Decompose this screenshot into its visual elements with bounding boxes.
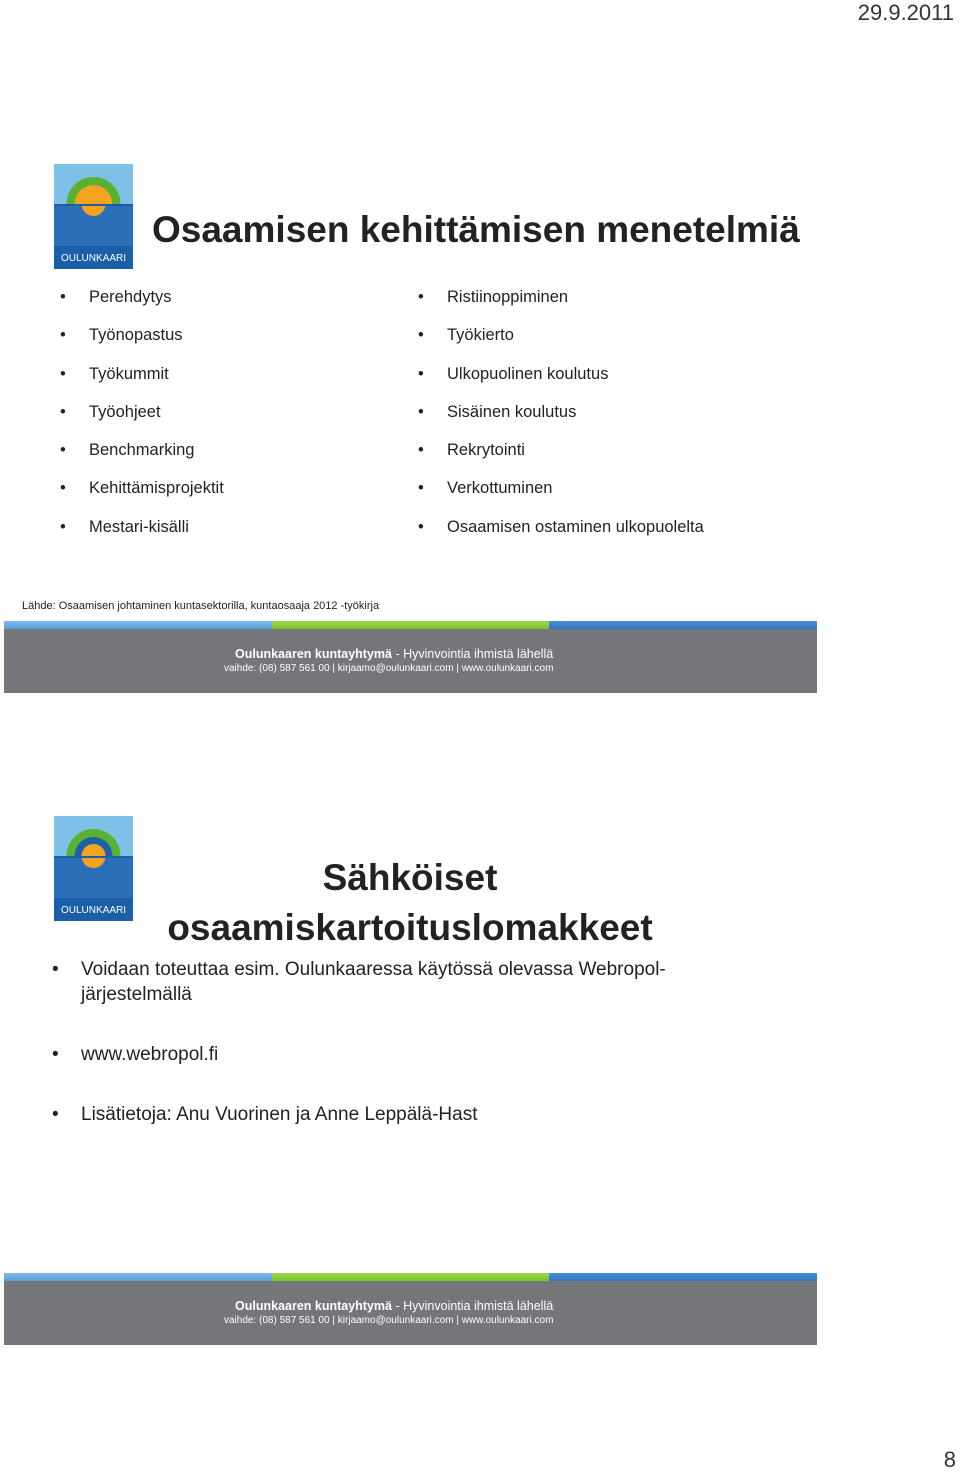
footer-tagline: - Hyvinvointia ihmistä lähellä xyxy=(392,1299,554,1313)
slide-2 xyxy=(0,812,960,1347)
footer-org-line xyxy=(235,1299,553,1313)
slide-title: Osaamisen kehittämisen menetelmiä xyxy=(152,208,800,250)
list-item: • Osaamisen ostaminen ulkopuolelta xyxy=(418,516,704,554)
slide-1 xyxy=(0,160,960,695)
footer-org-name: Oulunkaaren kuntayhtymä xyxy=(235,647,392,661)
page-date: 29.9.2011 xyxy=(857,0,954,25)
logo-text: OULUNKAARI xyxy=(60,905,127,916)
footer-tagline: - Hyvinvointia ihmistä lähellä xyxy=(392,647,554,661)
footer-org-name: Oulunkaaren kuntayhtymä xyxy=(235,1299,392,1313)
oulunkaari-logo xyxy=(54,164,133,269)
slide-footer xyxy=(4,1273,817,1345)
list-item: • Työnopastus xyxy=(60,324,224,362)
footer-contact: vaihde: (08) 587 561 00 | kirjaamo@oulunkaari.com | www.oulunkaari.com xyxy=(224,663,554,674)
methods-list-right xyxy=(418,286,704,554)
list-item: • Rekrytointi xyxy=(418,439,704,477)
list-item: • Sisäinen koulutus xyxy=(418,401,704,439)
footer-org-line xyxy=(235,647,553,661)
list-item: • Perehdytys xyxy=(60,286,224,324)
source-note: Lähde: Osaamisen johtaminen kuntasektorilla, kuntaosaaja 2012 -työkirja xyxy=(22,600,380,612)
list-item: • Kehittämisprojektit xyxy=(60,477,224,515)
logo-text: OULUNKAARI xyxy=(60,253,127,264)
list-item: • Voidaan toteuttaa esim. Oulunkaaressa käytössä olevassa Webropol-järjestelmällä xyxy=(52,957,692,1007)
list-item: • Työohjeet xyxy=(60,401,224,439)
list-item: • Ulkopuolinen koulutus xyxy=(418,363,704,401)
slide-title: Sähköiset osaamiskartoituslomakkeet xyxy=(167,856,653,948)
footer-color-stripe xyxy=(4,621,817,629)
oulunkaari-logo xyxy=(54,816,133,921)
list-item: • Lisätietoja: Anu Vuorinen ja Anne Leppälä-Hast xyxy=(52,1102,692,1127)
list-item: • Työkummit xyxy=(60,363,224,401)
list-item: • www.webropol.fi xyxy=(52,1042,692,1067)
methods-list-left xyxy=(60,286,224,554)
list-item: • Mestari-kisälli xyxy=(60,516,224,554)
info-list xyxy=(52,957,692,1162)
list-item: • Benchmarking xyxy=(60,439,224,477)
footer-contact: vaihde: (08) 587 561 00 | kirjaamo@oulunkaari.com | www.oulunkaari.com xyxy=(224,1315,554,1326)
page-number: 8 xyxy=(943,1447,956,1472)
list-item: • Ristiinoppiminen xyxy=(418,286,704,324)
footer-color-stripe xyxy=(4,1273,817,1281)
list-item: • Verkottuminen xyxy=(418,477,704,515)
slide-footer xyxy=(4,621,817,693)
list-item: • Työkierto xyxy=(418,324,704,362)
